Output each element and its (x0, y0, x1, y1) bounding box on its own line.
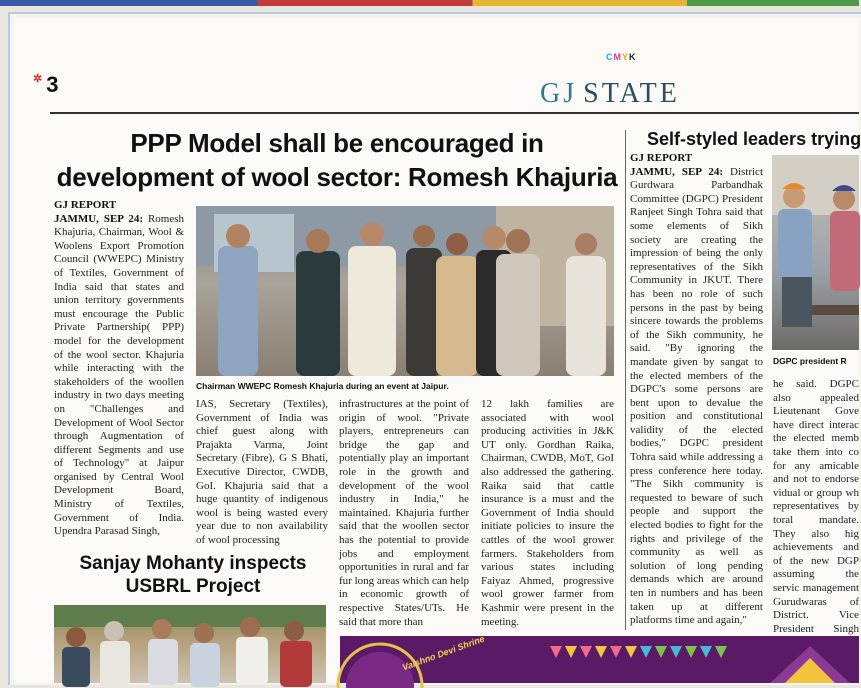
article1-photo-caption: Chairman WWEPC Romesh Khajuria during an event at Jaipur. (196, 381, 449, 391)
article2-byline: GJ REPORT (630, 152, 693, 164)
article1-text-1: Romesh Khajuria, Chairman, Wool & Woolens Export Promotion Council (WWEPC) Ministry of Textiles, Government of India said that states and union territory governments must encourage the Public Private Partnership( PPP) model for the development of the wool sector. Khajuria while interacting with the stakeholders of the woollen industry in two days meeting on "Challenges and Development of Wool Sector through Augmentation of different Segments and use of Technology" at Jaipur organised by Central Wool Development Board, Ministry of Textiles, Government of India. Upendra Parasad Singh, (54, 212, 184, 538)
article2-photo (772, 155, 859, 350)
section-masthead: GJ STATE (540, 78, 680, 109)
article3-headline: Sanjay Mohanty inspects USBRL Project (79, 553, 307, 597)
article2-photo-caption: DGPC president R (773, 356, 847, 366)
article1-photo (196, 206, 614, 376)
top-color-bar (0, 0, 859, 6)
article2-text-1: District Gurdwara Parbandhak Committee (DGPC) President Ranjeet Singh Tohra said that some elements of Sikh society are creating the impression of being the only representatives of the Sikh Community in JKUT. There has been no role of such persons in the past by being sincere towards the problems of the Sikh community, he said. "By ignoring the mandate given by sangat to the elected members of the DGPC's some persons are bent upon to devalue the position and constitutional validity of the elected bodies," DGPC president Tohra said while addressing a press conference here today. "The Sikh community is requested to beware of such people and support the elected bodies to fight for the rights and privilege of the community as well as solution of long pending demands which are around ten in numbers and has been taken up at different platforms time and again," (630, 165, 763, 627)
article2-column-1 (630, 152, 763, 627)
article1-headline: PPP Model shall be encouraged in development of wool sector: Romesh Khajuria (56, 128, 618, 192)
registration-mark-icon: ✲ (33, 73, 43, 85)
article1-column-4: 12 lakh families are associated with wool producing activities in J&K UT only. Gordhan Raika, Chairman, CWDB, MoT, GoI also addressed the gathering. Raika said that cattle insurance is a must and the Government of India should initiate policies to insure the cattles of the wool grower farmers. Stakeholders from various states including Faiyaz Ahmed, progressive wool grower farmer from Kashmir were present in the meeting. (481, 398, 614, 628)
article3-photo (54, 605, 326, 683)
article1-column-3: infrastructures at the point of origin of wool. "Private players, entrepreneurs can bridge the gap and potentially play an important role in the growth and development of the wool industry in India," he maintained. Khajuria further said that the woollen sector has the potential to provide jobs and employment opportunities in rural and far fur long areas which can help in economic growth of respective States/UTs. He said that more than (339, 398, 469, 628)
article1-byline: GJ REPORT (54, 199, 117, 211)
column-divider (625, 130, 626, 630)
page-number: ✲ 3 (33, 72, 59, 97)
article2-dateline: JAMMU, SEP 24: (630, 165, 724, 178)
article2-headline: Self-styled leaders trying (647, 129, 861, 149)
header-rule (50, 112, 859, 114)
article1-column-1 (54, 199, 184, 555)
advertisement-text: Vaishno Devi Shrine (400, 633, 486, 673)
advertisement-banner (340, 633, 859, 683)
cmyk-mark: CMYK (606, 52, 637, 62)
article2-column-2: he said. DGPC also appealed Lieutenant Gove have direct interac the elected memb take them into co for any amicable and not to endorse vidual or group wh representatives by toral mandate. They also hig achievements and of the new DGP assuming the servic management Gurudwaras of District. Vice President Singh (773, 378, 859, 635)
article1-column-2: IAS, Secretary (Textiles), Government of India was chief guest along with Prajakta Varma, Joint Secretary (Fibre), G S Bhati, Executive Director, CWDB, GoI. Khajuria said that a huge quantity of indigenous wool is being wasted every year due to non availability of wool processing (196, 398, 328, 546)
article1-dateline: JAMMU, SEP 24: (54, 212, 143, 225)
